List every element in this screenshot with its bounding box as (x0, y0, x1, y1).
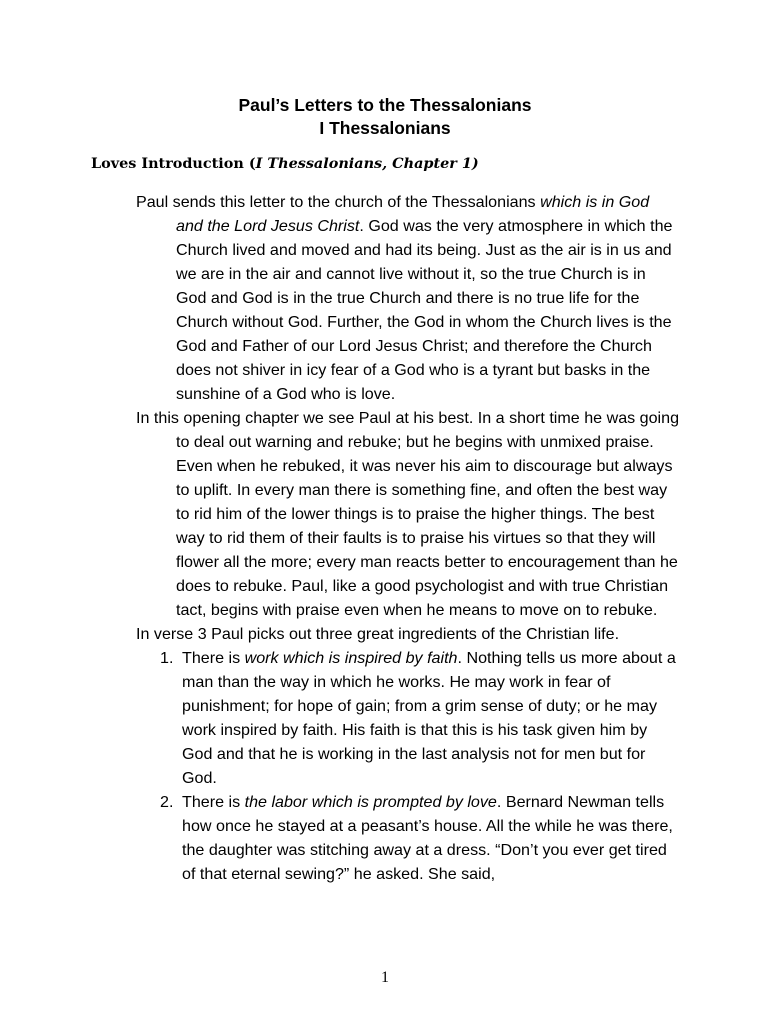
paragraph-segment: Paul sends this letter to the church of the Thessalonians (136, 193, 541, 211)
paragraph-3 (0, 622, 680, 646)
list-item-segment: . Nothing tells us more about a man than the way in which he works. He may work in fear of punishment; for hope of gain; from a grim sense of duty; or he may work inspired by faith. His faith is that this is his task given him by God and that he is working in the last analysis not for men but for God. (182, 649, 676, 787)
list-item-number: 1. (160, 649, 174, 667)
document-subtitle: I Thessalonians (319, 118, 451, 138)
section-heading-text: Loves Introduction ( (91, 155, 256, 172)
list-item-segment: . Bernard Newman tells how once he stayed at a peasant’s house. All the while he was there, the daughter was stitching away at a dress. “Don’t you ever get tired of that eternal sewing?” he asked. She said, (182, 793, 673, 883)
list-item-segment-italic: work which is inspired by faith (244, 649, 458, 667)
list-item (0, 790, 680, 886)
paragraph-2 (0, 406, 680, 622)
ingredients-list (0, 646, 770, 886)
list-item-number: 2. (160, 793, 174, 811)
paragraph-segment-italic: which is in God and the Lord Jesus Christ (176, 193, 650, 235)
paragraph-segment: In verse 3 Paul picks out three great ingredients of the Christian life. (136, 625, 620, 643)
section-heading (91, 154, 479, 174)
list-item (0, 646, 680, 790)
list-item-segment: There is (182, 793, 245, 811)
section-heading-reference: I Thessalonians, Chapter 1) (255, 155, 479, 172)
paragraph-segment: In this opening chapter we see Paul at his best. In a short time he was going to deal out warning and rebuke; but he begins with unmixed praise. Even when he rebuked, it was never his aim to discourage but always to uplift. In every man there is something fine, and often the best way to rid him of the lower things is to praise the higher things. The best way to rid them of their faults is to praise his virtues so that they will flower all the more; every man reacts better to encouragement than he does to rebuke. Paul, like a good psychologist and with true Christian tact, begins with praise even when he means to move on to rebuke. (136, 409, 680, 619)
paragraph-segment: . God was the very atmosphere in which the Church lived and moved and had its being. Just as the air is in us and we are in the air and cannot live without it, so the true Church is in God and God is in the true Church and there is no true life for the Church without God. Further, the God in whom the Church lives is the God and Father of our Lord Jesus Christ; and therefore the Church does not shiver in icy fear of a God who is a tyrant but basks in the sunshine of a God who is love. (176, 217, 673, 403)
paragraph-1 (0, 190, 680, 406)
page-number: 1 (381, 969, 389, 986)
list-item-segment-italic: the labor which is prompted by love (244, 793, 497, 811)
list-item-segment: There is (182, 649, 245, 667)
document-body (0, 190, 770, 886)
document-title: Paul’s Letters to the Thessalonians (238, 95, 532, 115)
